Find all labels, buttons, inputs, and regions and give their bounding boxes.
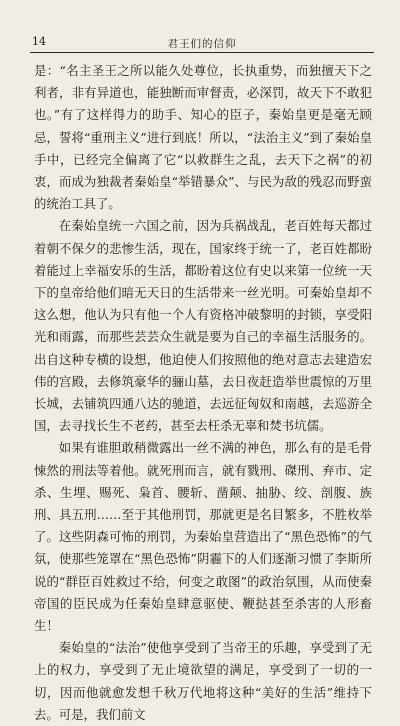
paragraph-2: 在秦始皇统一六国之前，因为兵祸战乱，老百姓每天都过着朝不保夕的悲惨生活，现在，国家终于统一了，老百姓都盼着能过上幸福安乐的生活，都盼着这位有史以来第一位统一天下的皇帝给他们暗无天日的生活带来一丝光明。可秦始皇却不这么想，他认为只有他一个人有资格冲破黎明的封锁，享受阳光和雨露，而那些芸芸众生就是要为自己的幸福生活服务的。出自这种专横的设想，他迫使人们按照他的绝对意志去建造宏伟的宫殿，去修筑豪华的骊山墓，去日夜赶造举世震惊的万里长城，去铺筑四通八达的驰道，去远征匈奴和南越，去巡游全国，去寻找长生不老药，甚至去枉杀无辜和焚书坑儒。 bbox=[34, 218, 372, 434]
running-title: 君王们的信仰 bbox=[167, 38, 237, 50]
page-number: 14 bbox=[32, 35, 46, 48]
paragraph-1: 是：“名主圣王之所以能久处尊位，长执重势，而独擅天下之利者，非有异道也，能独断而审督责，必深罚，故天下不敢犯也。”有了这样得力的助手、知心的臣子，秦始皇更是毫无顾忌，誓将“重刑主义”进行到底！所以，“法治主义”到了秦始皇手中，已经完全偏离了它“以救群生之乱，去天下之祸”的初衷，而成为独裁者秦始皇“举错暴众”、与民为敌的残忍而野蛮的统治工具了。 bbox=[34, 63, 372, 212]
page-header bbox=[30, 34, 374, 53]
body-text bbox=[34, 60, 372, 726]
paragraph-4: 秦始皇的“法治”使他享受到了当帝王的乐趣，享受到了无上的权力，享受到了无止境欲望的满足，享受到了一切的一切，因而他就愈发想千秋万代地将这种“美好的生活”维持下去。可是，我们前文 bbox=[34, 640, 372, 722]
paragraph-3: 如果有谁胆敢稍微露出一丝不满的神色，那么有的是毛骨悚然的刑法等着他。就死刑而言，就有戮刑、磔刑、弃市、定杀、生埋、赐死、枭首、腰斩、凿颠、抽胁、绞、剖腹、族刑、具五刑……至于其他刑罚，那就更是名目繁多，不胜枚举了。这些阴森可怖的刑罚，为秦始皇营造出了“黑色恐怖”的气氛，使那些笼罩在“黑色恐怖”阴霾下的人们逐渐习惯了李斯所说的“群臣百姓救过不给，何变之敢图”的政治氛围，从而使秦帝国的臣民成为任秦始皇肆意驱使、鞭挞甚至杀害的人形畜生！ bbox=[34, 440, 372, 634]
